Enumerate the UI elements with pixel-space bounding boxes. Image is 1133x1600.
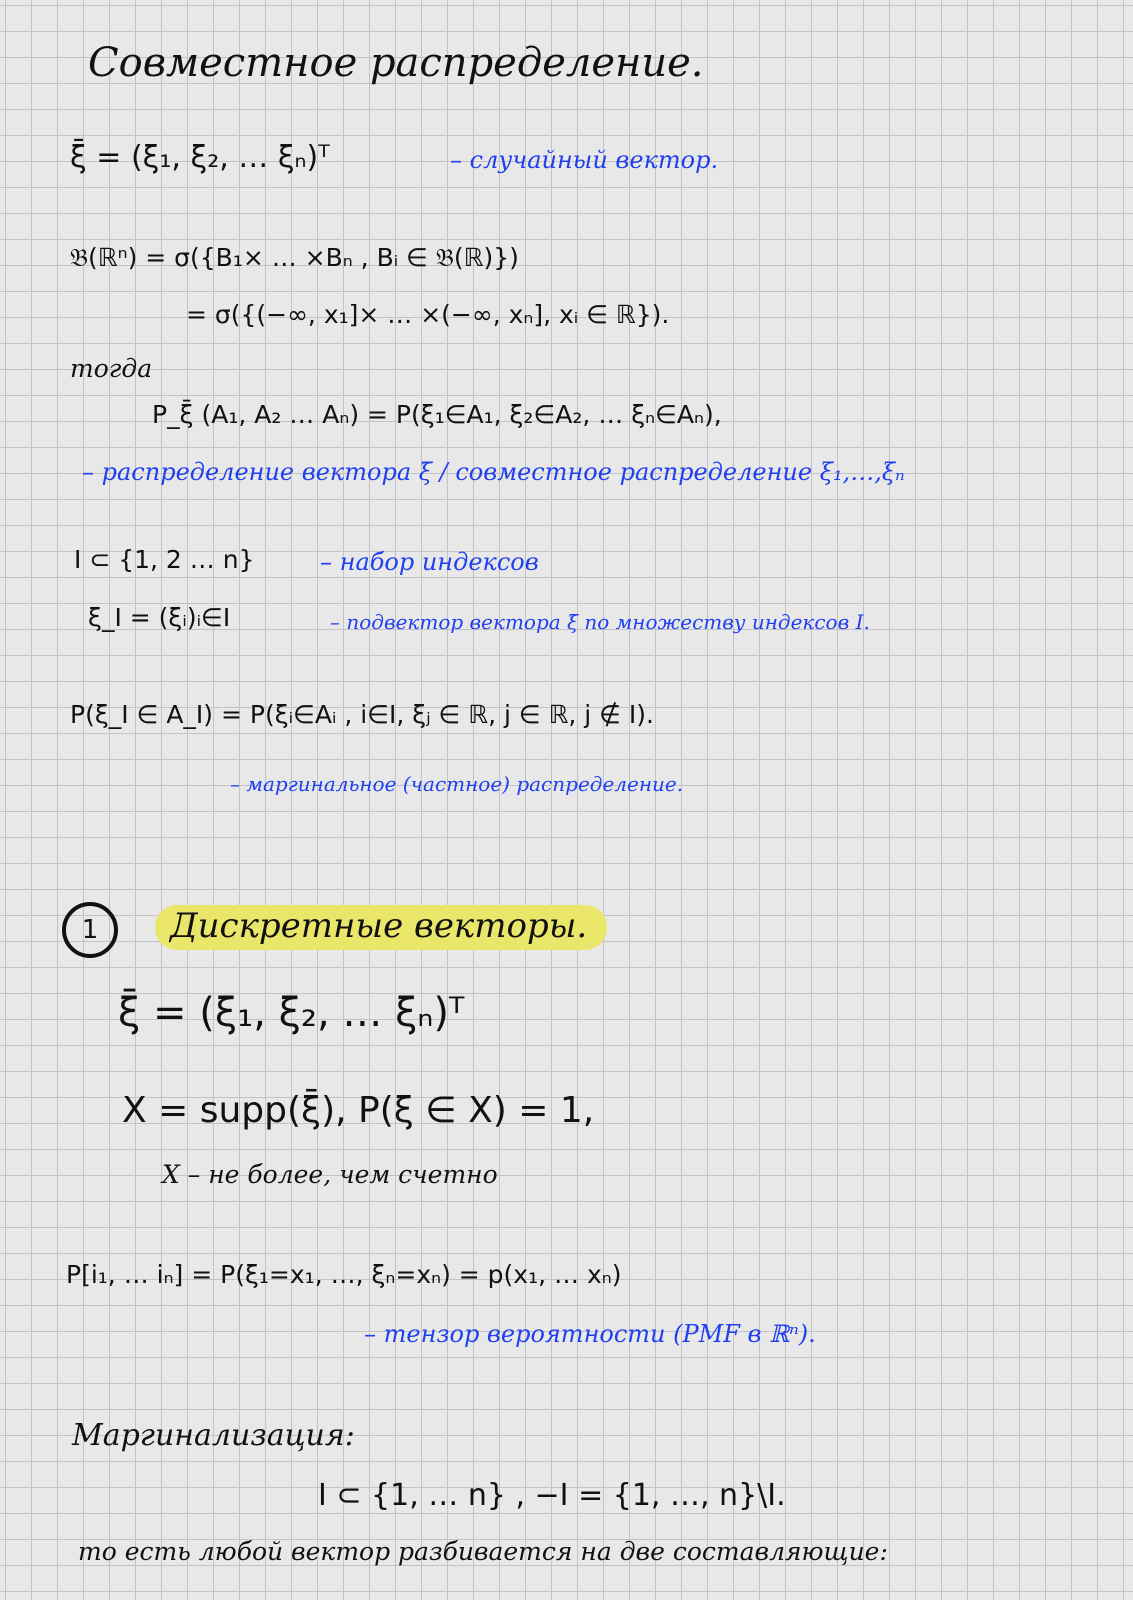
page-title: Совместное распределение. [88, 40, 704, 86]
marginal-formula: P(ξ_I ∈ A_I) = P(ξᵢ∈Aᵢ , i∈I, ξⱼ ∈ ℝ, j ∈ ℝ, j ∉ I). [70, 700, 654, 729]
random-vector-note: – случайный вектор. [450, 146, 719, 174]
split-statement: то есть любой вектор разбивается на две составляющие: [78, 1537, 888, 1566]
subvector-formula: ξ_I = (ξᵢ)ᵢ∈I [88, 603, 231, 632]
pmf-note: – тензор вероятности (PMF в ℝⁿ). [364, 1320, 816, 1348]
discrete-vector-formula: ξ̄ = (ξ₁, ξ₂, … ξₙ)ᵀ [118, 990, 465, 1036]
vector-distribution-formula: P_ξ̄ (A₁, A₂ … Aₙ) = P(ξ₁∈A₁, ξ₂∈A₂, … ξₙ∈Aₙ), [152, 400, 722, 429]
index-set-formula: I ⊂ {1, 2 … n} [74, 545, 255, 574]
subvector-note: – подвектор вектора ξ̄ по множеству индексов I. [330, 610, 870, 634]
then-word: тогда [70, 354, 153, 383]
vector-distribution-note: – распределение вектора ξ̄ / совместное распределение ξ₁,…,ξₙ [82, 458, 905, 486]
index-complement-formula: I ⊂ {1, … n} , −I = {1, …, n}\I. [318, 1478, 786, 1513]
borel-sigma-line-1: 𝔅(ℝⁿ) = σ({B₁× … ×Bₙ , Bᵢ ∈ 𝔅(ℝ)}) [70, 243, 519, 272]
random-vector-definition: ξ̄ = (ξ₁, ξ₂, … ξₙ)ᵀ [70, 140, 330, 175]
section-number-badge [62, 902, 118, 958]
countable-note: X – не более, чем счетно [162, 1160, 498, 1189]
section-number: 1 [81, 915, 99, 945]
pmf-formula: P[i₁, … iₙ] = P(ξ₁=x₁, …, ξₙ=xₙ) = p(x₁, … xₙ) [66, 1260, 622, 1289]
section-title: Дискретные векторы. [170, 906, 588, 946]
support-formula: X = supp(ξ̄), P(ξ ∈ X) = 1, [122, 1090, 595, 1131]
marginal-note: – маргинальное (частное) распределение. [230, 772, 684, 796]
borel-sigma-line-2: = σ({(−∞, x₁]× … ×(−∞, xₙ], xᵢ ∈ ℝ}). [186, 300, 670, 329]
index-set-note: – набор индексов [320, 548, 539, 576]
marginalization-heading: Маргинализация: [72, 1418, 355, 1453]
